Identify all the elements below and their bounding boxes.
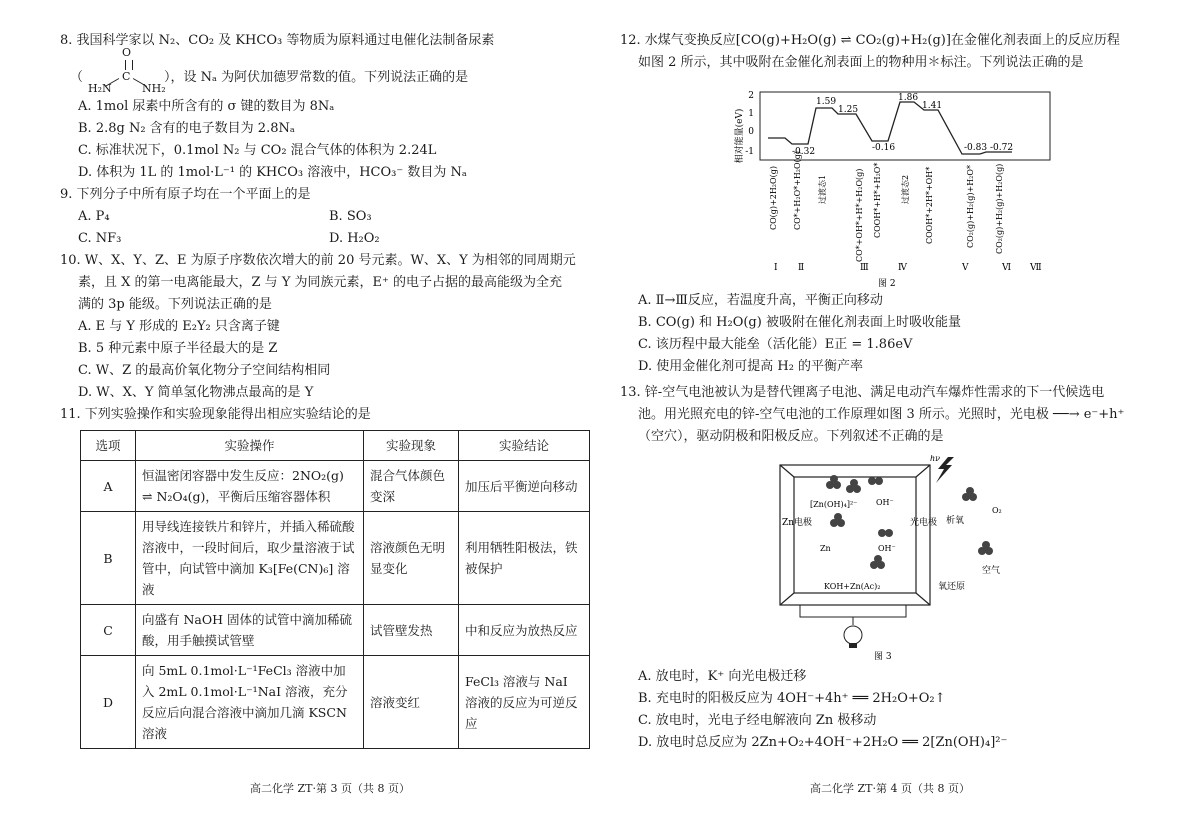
- q9-option-d: D. H₂O₂: [329, 231, 380, 246]
- oh-label-1: OH⁻: [876, 498, 894, 507]
- q13-stem-line3: （空穴），驱动阴极和阳极反应。下列叙述不正确的是: [638, 429, 944, 444]
- table-header-row: [81, 431, 590, 461]
- light-hv-label: hν: [930, 455, 941, 463]
- species-7: COOH*+2H*+OH*: [925, 166, 934, 244]
- oxygen-evolution-label: 析氧: [946, 516, 965, 526]
- energy-axis-label: 相对能量(eV): [735, 108, 745, 164]
- right-page-lower: [620, 290, 1150, 448]
- energy-value-2: 1.59: [816, 97, 837, 107]
- air-label: 空气: [982, 566, 1001, 576]
- table-row: [81, 656, 590, 749]
- q9-option-a: A. P₄: [78, 209, 110, 224]
- q12-option-c: C. 该历程中最大能垒（活化能）E正 = 1.86eV: [638, 337, 913, 352]
- right-page: [620, 30, 1150, 74]
- figure-3-caption: 图 3: [874, 652, 892, 662]
- urea-nh2-left: H₂N: [88, 82, 112, 95]
- q10-stem-line1: 10. W、X、Y、Z、E 为原子序数依次增大的前 20 号元素。W、X、Y 为相邻的同周期元: [60, 253, 576, 268]
- row-phenomenon: 溶液变红: [364, 656, 459, 749]
- table-row: [81, 461, 590, 512]
- species-1: CO(g)+2H₂O(g): [769, 166, 778, 230]
- row-operation: 向盛有 NaOH 固体的试管中滴加稀硫酸，用手触摸试管壁: [136, 605, 364, 656]
- q10-option-d: D. W、X、Y 简单氢化物沸点最高的是 Y: [78, 385, 314, 400]
- row-phenomenon: 试管壁发热: [364, 605, 459, 656]
- row-option: A: [81, 461, 136, 512]
- q10-stem-line2: 素，且 X 的第一电离能最大，Z 与 Y 为同族元素，E⁺ 的电子占据的最高能级为全充: [78, 275, 563, 290]
- external-circuit: [800, 605, 906, 625]
- stage-3: Ⅲ: [860, 263, 869, 273]
- q13-option-a: A. 放电时，K⁺ 向光电极迁移: [638, 669, 807, 684]
- ytick-neg1: -1: [745, 147, 754, 157]
- table-row: [81, 605, 590, 656]
- row-operation: 用导线连接铁片和锌片，并插入稀硫酸溶液中，一段时间后，取少量溶液于试管中，向试管中滴加 K₃[Fe(CN)₆] 溶液: [136, 512, 364, 605]
- row-conclusion: FeCl₃ 溶液与 NaI 溶液的反应为可逆反应: [459, 656, 590, 749]
- energy-value-7: -0.83: [964, 143, 988, 153]
- row-option: C: [81, 605, 136, 656]
- q9-option-b: B. SO₃: [329, 209, 372, 224]
- q13-option-d: D. 放电时总反应为 2Zn+O₂+4OH⁻+2H₂O ══ 2[Zn(OH)₄]²⁻: [638, 735, 1008, 750]
- oh-label-2: OH⁻: [878, 544, 896, 553]
- battery-figure: [770, 455, 1030, 665]
- q10-option-c: C. W、Z 的最高价氧化物分子空间结构相同: [78, 363, 331, 378]
- energy-value-5: 1.86: [898, 93, 919, 103]
- q10-option-b: B. 5 种元素中原子半径最大的是 Z: [78, 341, 278, 356]
- q12-option-a: A. Ⅱ→Ⅲ反应，若温度升高，平衡正向移动: [638, 293, 883, 308]
- q8-stem-line2: ），设 Nₐ 为阿伏加德罗常数的值。下列说法正确的是: [164, 70, 469, 85]
- q8-option-d: D. 体积为 1L 的 1mol·L⁻¹ 的 KHCO₃ 溶液中，HCO₃⁻ 数目为 Nₐ: [78, 165, 467, 180]
- q12-stem-line2: 如图 2 所示，其中吸附在金催化剂表面上的物种用＊标注。下列说法正确的是: [638, 55, 1084, 70]
- q9-options-row1: [60, 206, 580, 228]
- q9-option-c: C. NF₃: [78, 231, 122, 246]
- experiment-table: [80, 430, 590, 749]
- stage-numerals: [774, 263, 1042, 273]
- row-conclusion: 利用牺牲阳极法，铁被保护: [459, 512, 590, 605]
- q11-stem: 11. 下列实验操作和实验现象能得出相应实验结论的是: [60, 407, 371, 422]
- q9-stem: 9. 下列分子中所有原子均在一个平面上的是: [60, 187, 311, 202]
- left-page: [60, 30, 580, 749]
- stage-4: Ⅳ: [898, 263, 907, 273]
- q12-stem-line1: 12. 水煤气变换反应[CO(g)+H₂O(g) ⇌ CO₂(g)+H₂(g)]在金催化剂表面上的反应历程: [620, 33, 1120, 48]
- zn-complex-label: [Zn(OH)₄]²⁻: [810, 500, 858, 509]
- species-9: CO₂(g)+H₂(g)+H₂O(g): [995, 163, 1004, 254]
- species-3: 过渡态1: [818, 174, 827, 204]
- q13-options: [620, 666, 1150, 754]
- row-option: D: [81, 656, 136, 749]
- urea-c: C: [122, 70, 131, 83]
- stage-1: Ⅰ: [774, 263, 778, 273]
- species-4: CO*+OH*+H*+H₂O(g): [855, 168, 864, 262]
- stage-7: Ⅶ: [1030, 263, 1042, 273]
- q13-stem-line2: 池。用光照充电的锌-空气电池的工作原理如图 3 所示。光照时，光电极 ──→ e⁻+h⁺: [638, 407, 1125, 422]
- table-row: [81, 512, 590, 605]
- q8-stem-line1: 8. 我国科学家以 N₂、CO₂ 及 KHCO₃ 等物质为原料通过电催化法制备尿素: [60, 33, 495, 48]
- bulb-icon: [844, 626, 862, 648]
- energy-value-8: -0.72: [990, 143, 1014, 153]
- species-labels: [769, 151, 1004, 262]
- header-conclusion: 实验结论: [459, 431, 590, 461]
- stage-6: Ⅵ: [1002, 263, 1012, 273]
- q12-option-d: D. 使用金催化剂可提高 H₂ 的平衡产率: [638, 359, 864, 374]
- oxygen-reduction-label: 氧还原: [938, 582, 966, 592]
- row-phenomenon: 溶液颜色无明显变化: [364, 512, 459, 605]
- energy-value-3: 1.25: [838, 105, 859, 115]
- urea-nh2-right: NH₂: [142, 82, 166, 95]
- energy-value-6: 1.41: [922, 101, 943, 111]
- q8-urea-line: [60, 46, 580, 96]
- q8-option-c: C. 标准状况下，0.1mol N₂ 与 CO₂ 混合气体的体积为 2.24L: [78, 143, 437, 158]
- row-operation: 恒温密闭容器中发生反应：2NO₂(g) ⇌ N₂O₄(g)，平衡后压缩容器体积: [136, 461, 364, 512]
- q8-option-a: A. 1mol 尿素中所含有的 σ 键的数目为 8Nₐ: [78, 99, 335, 114]
- row-conclusion: 中和反应为放热反应: [459, 605, 590, 656]
- row-phenomenon: 混合气体颜色变深: [364, 461, 459, 512]
- right-footer: 高二化学 ZT·第 4 页（共 8 页）: [810, 782, 970, 795]
- electrolyte-label: KOH+Zn(Ac)₂: [824, 582, 881, 591]
- q10-stem-line3: 满的 3p 能级。下列说法正确的是: [78, 297, 272, 312]
- header-option: 选项: [81, 431, 136, 461]
- zn-label: Zn: [820, 544, 831, 553]
- species-6: 过渡态2: [901, 174, 910, 204]
- q13-stem-line1: 13. 锌-空气电池被认为是替代锂离子电池、满足电动汽车爆炸性需求的下一代候选电: [620, 385, 1105, 400]
- photo-electrode-label: 光电极: [910, 518, 938, 528]
- ytick-2: 2: [748, 91, 754, 101]
- species-8: CO₂(g)+H₂(g)+H₂O*: [966, 165, 975, 248]
- ytick-1: 1: [748, 109, 754, 119]
- q10-option-a: A. E 与 Y 形成的 E₂Y₂ 只含离子键: [78, 319, 280, 334]
- urea-o: O: [122, 46, 132, 59]
- header-phenomenon: 实验现象: [364, 431, 459, 461]
- q9-options-row2: [60, 228, 580, 250]
- urea-open-paren: （: [70, 70, 84, 85]
- ytick-0: 0: [748, 127, 754, 137]
- row-operation: 向 5mL 0.1mol·L⁻¹FeCl₃ 溶液中加入 2mL 0.1mol·L⁻¹NaI 溶液，充分反应后向混合溶液中滴加几滴 KSCN 溶液: [136, 656, 364, 749]
- q13-option-c: C. 放电时，光电子经电解液向 Zn 极移动: [638, 713, 877, 728]
- row-conclusion: 加压后平衡逆向移动: [459, 461, 590, 512]
- species-5: COOH*+H*+H₂O*: [873, 162, 882, 238]
- q13-option-b: B. 充电时的阳极反应为 4OH⁻+4h⁺ ══ 2H₂O+O₂↑: [638, 691, 946, 706]
- q8-option-b: B. 2.8g N₂ 含有的电子数目为 2.8Nₐ: [78, 121, 295, 136]
- stage-5: Ⅴ: [962, 263, 969, 273]
- o2-label: O₂: [992, 506, 1002, 515]
- left-footer: 高二化学 ZT·第 3 页（共 8 页）: [250, 782, 410, 795]
- urea-double-bond: [125, 60, 133, 70]
- energy-profile-figure: [730, 88, 1060, 288]
- energy-value-1: -0.32: [792, 147, 816, 157]
- q12-option-b: B. CO(g) 和 H₂O(g) 被吸附在催化剂表面上时吸收能量: [638, 315, 961, 330]
- row-option: B: [81, 512, 136, 605]
- zn-electrode-label: Zn电极: [782, 518, 813, 528]
- figure-2-caption: 图 2: [878, 279, 896, 288]
- header-operation: 实验操作: [136, 431, 364, 461]
- species-2: CO*+H₂O*+H₂O(g): [793, 151, 802, 230]
- stage-2: Ⅱ: [798, 263, 805, 273]
- energy-value-4: -0.16: [872, 143, 896, 153]
